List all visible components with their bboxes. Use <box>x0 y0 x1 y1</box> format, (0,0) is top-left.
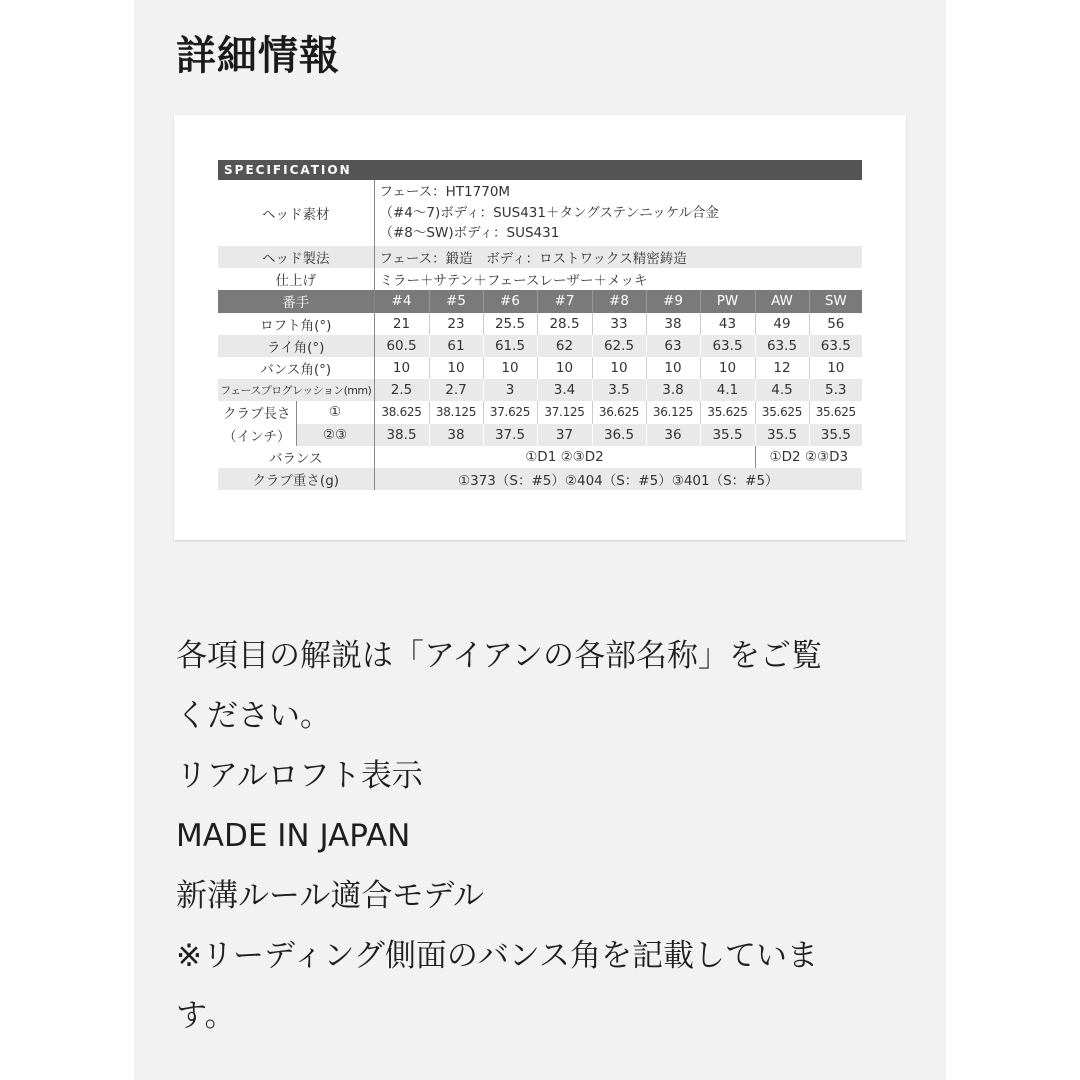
number-cell: SW <box>809 290 862 312</box>
loft-cell: 23 <box>429 313 483 335</box>
number-cell: #7 <box>537 290 592 312</box>
length-cell: 38 <box>429 424 483 446</box>
row-length-1 <box>218 401 862 423</box>
label-loft: ロフト角(°) <box>218 313 374 335</box>
length-cell: 36.5 <box>592 424 646 446</box>
label-head-material: ヘッド素材 <box>218 180 374 246</box>
length-cell: 37 <box>537 424 592 446</box>
length-cell: 36 <box>646 424 700 446</box>
note-line: MADE IN JAPAN <box>176 818 411 854</box>
label-balance: バランス <box>218 446 374 468</box>
bounce-cell: 10 <box>827 360 845 377</box>
spec-title-bar: SPECIFICATION <box>218 160 862 180</box>
value-balance-main: ①D1 ②③D2 <box>374 446 755 468</box>
note-line: リアルロフト表示 <box>176 758 423 794</box>
label-progression: フェースプログレッション(mm) <box>218 379 374 401</box>
note-line: 新溝ルール適合モデル <box>176 878 484 914</box>
section-heading: 詳細情報 <box>176 33 340 79</box>
value-weight: ①373（S：#5）②404（S：#5）③401（S：#5） <box>374 468 862 490</box>
note-line: ください。 <box>176 698 331 734</box>
lie-cell: 62 <box>537 335 592 357</box>
lie-cell: 63.5 <box>700 335 755 357</box>
label-length-1: クラブ長さ <box>218 401 296 423</box>
bounce-cell: 10 <box>374 357 429 379</box>
progression-cell: 4.1 <box>700 379 755 401</box>
description-text <box>176 626 916 1046</box>
lie-cell: 61.5 <box>483 335 537 357</box>
label-head-method: ヘッド製法 <box>218 246 374 268</box>
row-head-method <box>218 246 862 268</box>
row-balance <box>218 446 862 468</box>
value-balance-wedge: ①D2 ②③D3 <box>769 448 849 465</box>
progression-cell: 3.8 <box>646 379 700 401</box>
label-weight: クラブ重さ(g) <box>218 468 374 490</box>
length-cell: 35.5 <box>700 424 755 446</box>
row-lie <box>218 335 862 357</box>
loft-cell: 38 <box>646 313 700 335</box>
bounce-cell: 10 <box>646 357 700 379</box>
row-loft <box>218 313 862 335</box>
length-cell: 38.625 <box>374 401 429 423</box>
value-head-material <box>374 180 862 246</box>
bounce-cell: 10 <box>592 357 646 379</box>
length-cell: 35.5 <box>809 424 862 446</box>
head-material-line: （#4～7)ボディ：SUS431＋タングステンニッケル合金 <box>379 204 719 221</box>
progression-cell: 3 <box>483 379 537 401</box>
loft-cell: 28.5 <box>537 313 592 335</box>
lie-cell: 61 <box>429 335 483 357</box>
note-line: ※リーディング側面のバンス角を記載していま <box>176 938 818 974</box>
progression-cell: 4.5 <box>755 379 809 401</box>
lie-cell: 63.5 <box>809 335 862 357</box>
lie-cell: 60.5 <box>374 335 429 357</box>
progression-cell: 5.3 <box>809 379 862 401</box>
lie-cell: 63 <box>646 335 700 357</box>
length-cell: 38.125 <box>429 401 483 423</box>
label-length-sub-1: ① <box>296 401 374 423</box>
bounce-cell: 10 <box>700 357 755 379</box>
number-cell: #8 <box>592 290 646 312</box>
note-line: 各項目の解説は「アイアンの各部名称」をご覧 <box>176 638 823 674</box>
row-numbers <box>218 290 862 312</box>
number-cell: #5 <box>429 290 483 312</box>
length-cell: 37.125 <box>537 401 592 423</box>
note-line: す。 <box>176 998 236 1034</box>
row-progression <box>218 379 862 401</box>
number-cell: PW <box>700 290 755 312</box>
row-length-2 <box>218 424 862 446</box>
label-number: 番手 <box>218 290 374 312</box>
length-cell: 35.625 <box>700 401 755 423</box>
loft-cell: 33 <box>592 313 646 335</box>
length-cell: 37.5 <box>483 424 537 446</box>
number-cell: #4 <box>374 290 429 312</box>
bounce-cell: 10 <box>429 357 483 379</box>
loft-cell: 25.5 <box>483 313 537 335</box>
label-lie: ライ角(°) <box>218 335 374 357</box>
value-finish: ミラー＋サテン＋フェースレーザー＋メッキ <box>379 273 648 290</box>
label-bounce: バンス角(°) <box>218 357 374 379</box>
length-cell: 35.625 <box>755 401 809 423</box>
row-head-material <box>218 180 862 246</box>
bounce-cell: 10 <box>483 357 537 379</box>
value-head-method: フェース：鍛造 ボディ：ロストワックス精密鋳造 <box>374 246 862 268</box>
loft-cell: 49 <box>755 313 809 335</box>
length-cell: 38.5 <box>374 424 429 446</box>
spec-table <box>218 180 862 490</box>
length-cell: 36.125 <box>646 401 700 423</box>
row-bounce <box>218 357 862 379</box>
loft-cell: 21 <box>374 313 429 335</box>
row-weight <box>218 468 862 490</box>
label-finish: 仕上げ <box>218 268 374 290</box>
bounce-cell: 12 <box>755 357 809 379</box>
length-cell: 36.625 <box>592 401 646 423</box>
row-finish <box>218 268 862 290</box>
loft-cell: 56 <box>827 315 845 332</box>
label-length-sub-2: ②③ <box>296 424 374 446</box>
head-material-line: （#8～SW)ボディ：SUS431 <box>379 225 560 242</box>
progression-cell: 3.5 <box>592 379 646 401</box>
progression-cell: 3.4 <box>537 379 592 401</box>
label-length-2: （インチ） <box>218 424 296 446</box>
progression-cell: 2.7 <box>429 379 483 401</box>
loft-cell: 43 <box>700 313 755 335</box>
number-cell: #6 <box>483 290 537 312</box>
length-cell: 35.625 <box>815 405 856 420</box>
lie-cell: 62.5 <box>592 335 646 357</box>
head-material-line: フェース：HT1770M <box>379 184 511 201</box>
number-cell: #9 <box>646 290 700 312</box>
progression-cell: 2.5 <box>374 379 429 401</box>
bounce-cell: 10 <box>537 357 592 379</box>
number-cell: AW <box>755 290 809 312</box>
lie-cell: 63.5 <box>755 335 809 357</box>
length-cell: 35.5 <box>755 424 809 446</box>
length-cell: 37.625 <box>483 401 537 423</box>
specification-image <box>174 115 906 540</box>
